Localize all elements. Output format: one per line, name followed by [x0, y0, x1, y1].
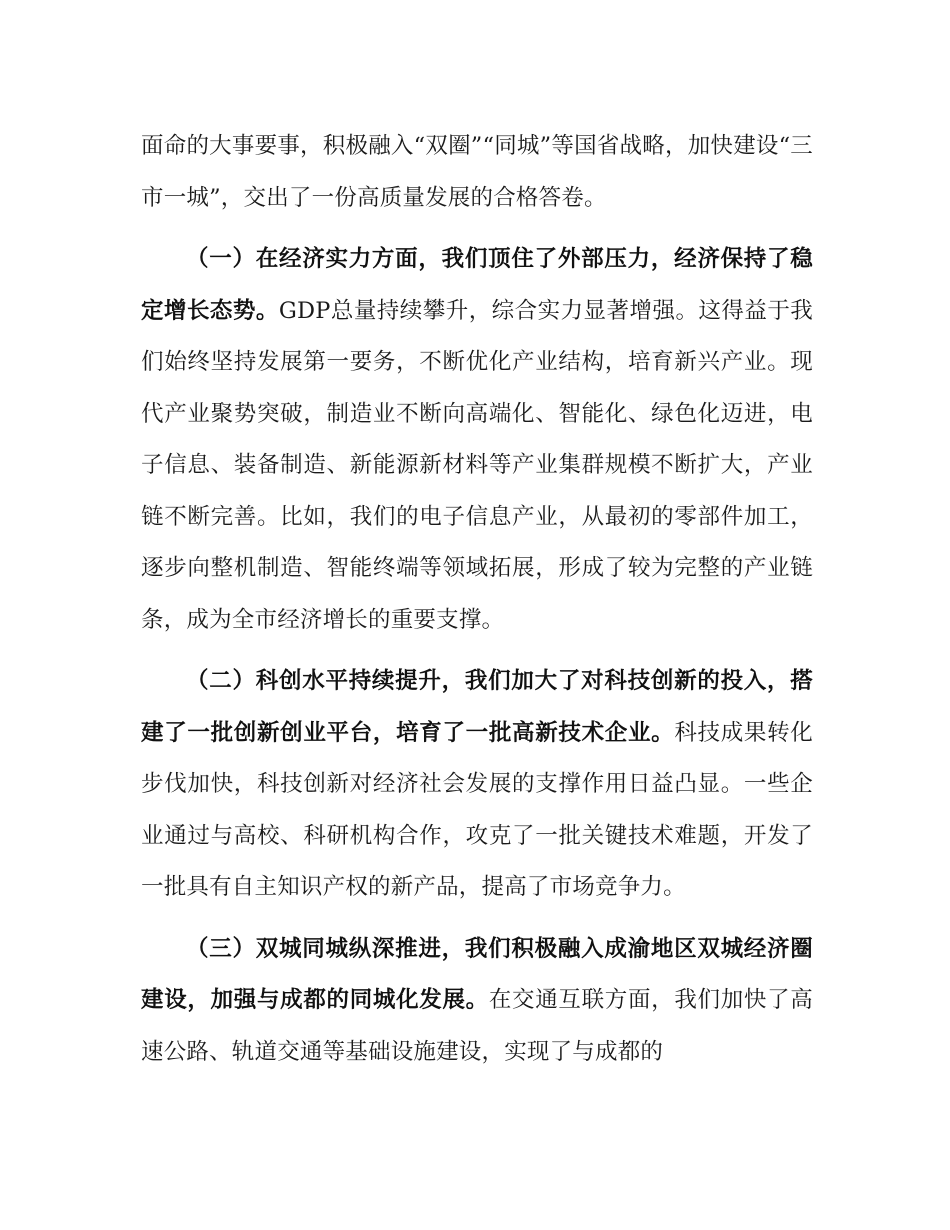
paragraph-continuation: [141, 121, 813, 224]
document-body: [141, 121, 813, 1078]
paragraph-text: 在交通互联方面，我们加快了高速公路、轨道交通等基础设施建设，实现了与成都的: [141, 987, 813, 1065]
paragraph-text: 面命的大事要事，积极融入“双圈”“同城”等国省战略，加快建设“三市一城”，交出了一份高质量发展的合格答卷。: [141, 133, 813, 211]
paragraph-dual-city: [141, 924, 813, 1079]
paragraph-heading: （一）在经济实力方面，我们顶住了外部压力，经济保持了稳定增长态势。: [141, 246, 813, 324]
paragraph-economy: [141, 234, 813, 646]
paragraph-heading: （二）科创水平持续提升，我们加大了对科技创新的投入，搭建了一批创新创业平台，培育了一批高新技术企业。: [141, 668, 813, 746]
paragraph-text: GDP总量持续攀升，综合实力显著增强。这得益于我们始终坚持发展第一要务，不断优化产业结构，培育新兴产业。现代产业聚势突破，制造业不断向高端化、智能化、绿色化迈进，电子信息、装备制造、新能源新材料等产业集群规模不断扩大，产业链不断完善。比如，我们的电子信息产业，从最初的零部件加工，逐步向整机制造、智能终端等领域拓展，形成了较为完整的产业链条，成为全市经济增长的重要支撑。: [141, 297, 813, 633]
paragraph-heading: （三）双城同城纵深推进，我们积极融入成渝地区双城经济圈建设，加强与成都的同城化发展。: [141, 935, 813, 1013]
paragraph-text: 科技成果转化步伐加快，科技创新对经济社会发展的支撑作用日益凸显。一些企业通过与高校、科研机构合作，攻克了一批关键技术难题，开发了一批具有自主知识产权的新产品，提高了市场竞争力。: [141, 719, 814, 900]
paragraph-innovation: [141, 656, 813, 914]
